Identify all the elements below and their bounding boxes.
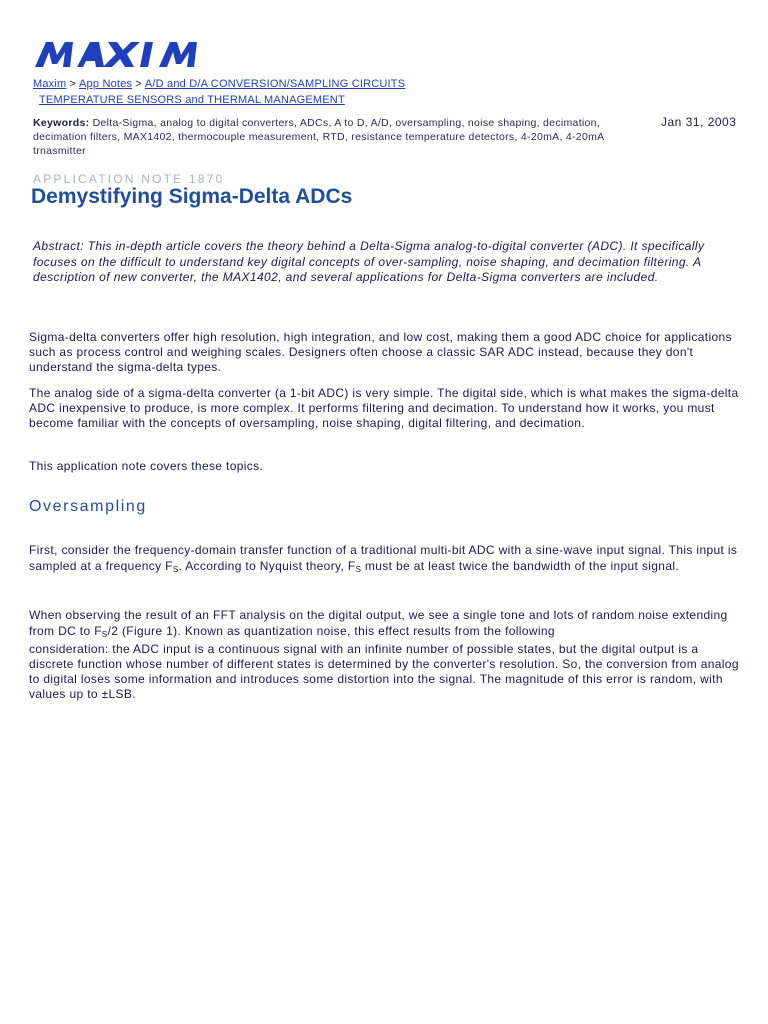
keywords-label: Keywords: <box>33 117 90 129</box>
publication-date: Jan 31, 2003 <box>661 115 737 129</box>
abstract: Abstract: This in-depth article covers the theory behind a Delta-Sigma analog-to-digital converter (ADC). It specifically focuses on the difficult to understand key digital concepts of over-sampling, noise shaping, and decimation filtering. A description of new converter, the MAX1402, and several applications for Delta-Sigma converters are included. <box>33 239 705 284</box>
oversampling-paragraph-1: First, consider the frequency-domain transfer function of a traditional multi-bit ADC with a sine-wave input signal. This input is sampled at a frequency $F_S$. According to Nyquist theory, $F_S$ must be at least twice the bandwidth of the input signal. <box>29 543 738 574</box>
breadcrumb-link-temperature-sensors[interactable]: TEMPERATURE SENSORS and THERMAL MANAGEMENT <box>39 94 345 106</box>
breadcrumb-link-app-notes[interactable]: App Notes <box>79 78 133 90</box>
body-paragraph-2: The analog side of a sigma-delta converter (a 1-bit ADC) is very simple. The digital side, which is what makes the sigma-delta ADC inexpensive to produce, is more complex. It performs filtering and decimation. To understand how it works, you must become familiar with the concepts of oversampling, noise shaping, digital filtering, and decimation. <box>29 386 739 430</box>
section-heading-oversampling: Oversampling <box>29 498 147 515</box>
oversampling-paragraph-3: consideration: the ADC input is a continuous signal with an infinite number of possible states, but the digital output is a discrete function whose number of different states is determined by the converter's resolution. So, the conversion from analog to digital loses some information and introduces some distortion into the signal. The magnitude of this error is random, with values up to ±LSB. <box>29 642 739 701</box>
breadcrumb-link-ad-da-conversion[interactable]: A/D and D/A CONVERSION/SAMPLING CIRCUITS <box>144 78 406 90</box>
keywords-block <box>33 116 653 158</box>
oversampling-paragraph-2: When observing the result of an FFT analysis on the digital output, we see a single tone and lots of random noise extending from DC to $F_S/2$ (Figure 1). Known as quantization noise, this effect results from the following <box>29 608 728 639</box>
application-note-number: APPLICATION NOTE 1870 <box>33 172 225 186</box>
page-title: Demystifying Sigma-Delta ADCs <box>31 185 353 208</box>
body-paragraph-3: This application note covers these topics. <box>29 459 264 473</box>
keywords-text: Delta-Sigma, analog to digital converters, ADCs, A to D, A/D, oversampling, noise shaping, decimation, decimation filters, MAX1402, thermocouple measurement, RTD, resistance temperature detectors, 4-20mA, 4-20mA trnasmitter <box>33 117 604 157</box>
breadcrumb-link-maxim[interactable]: Maxim <box>33 78 67 90</box>
breadcrumb-separator: > <box>135 78 142 90</box>
breadcrumb <box>33 76 405 108</box>
body-paragraph-1: Sigma-delta converters offer high resolution, high integration, and low cost, making them a good ADC choice for applications such as process control and weighing scales. Designers often choose a classic SAR ADC instead, because they don't understand the sigma-delta types. <box>29 330 732 374</box>
maxim-logo[interactable] <box>33 40 225 68</box>
breadcrumb-separator: > <box>69 78 77 90</box>
